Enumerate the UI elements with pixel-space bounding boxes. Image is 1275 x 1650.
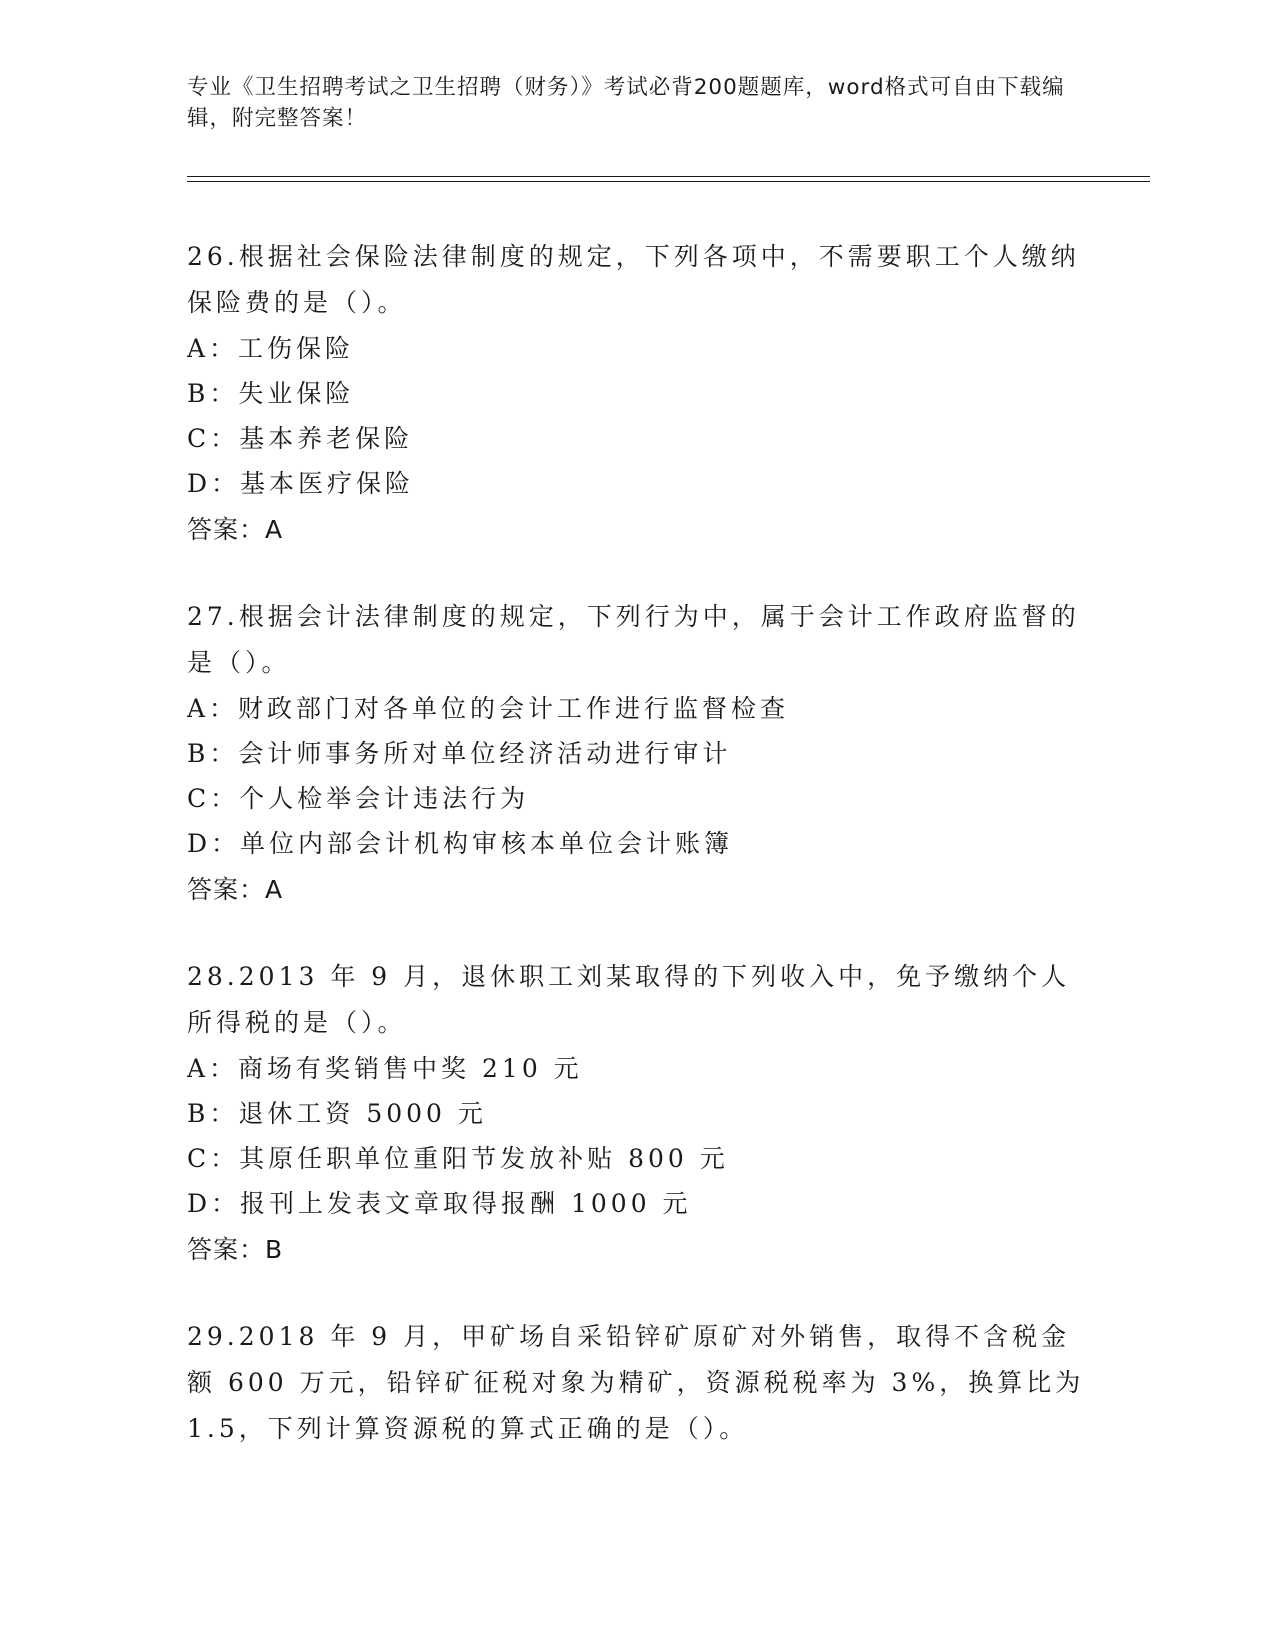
question-stem: 29.2018 年 9 月，甲矿场自采铅锌矿原矿对外销售，取得不含税金额 600 万元，铅锌矿征税对象为精矿，资源税税率为 3%，换算比为 1.5，下列计算资源税的算式正确的是（）。 [187, 1322, 1085, 1443]
question-stem: 26.根据社会保险法律制度的规定，下列各项中，不需要职工个人缴纳保险费的是（）。 [187, 242, 1080, 317]
option-a: A：财政部门对各单位的会计工作进行监督检查 [187, 694, 790, 723]
answer-line: 答案：A [187, 515, 284, 544]
question-27 [187, 594, 1087, 914]
option-d: D：单位内部会计机构审核本单位会计账簿 [187, 829, 734, 858]
answer-line: 答案：A [187, 875, 284, 904]
option-a: A：商场有奖销售中奖 210 元 [187, 1054, 583, 1083]
document-header [187, 72, 1087, 134]
option-b: B：退休工资 5000 元 [187, 1099, 487, 1128]
header-divider-bottom [187, 181, 1150, 182]
option-b: B：会计师事务所对单位经济活动进行审计 [187, 739, 732, 768]
question-29 [187, 1314, 1087, 1452]
header-text: 专业《卫生招聘考试之卫生招聘（财务）》考试必背200题题库，word格式可自由下载编辑，附完整答案！ [187, 75, 1065, 131]
option-c: C：基本养老保险 [187, 424, 414, 453]
option-c: C：个人检举会计违法行为 [187, 784, 530, 813]
question-list [187, 234, 1087, 1492]
option-d: D：基本医疗保险 [187, 469, 415, 498]
answer-line: 答案：B [187, 1235, 284, 1264]
option-c: C：其原任职单位重阳节发放补贴 800 元 [187, 1144, 729, 1173]
question-26 [187, 234, 1087, 554]
option-b: B：失业保险 [187, 379, 355, 408]
option-a: A：工伤保险 [187, 334, 355, 363]
option-d: D：报刊上发表文章取得报酬 1000 元 [187, 1189, 692, 1218]
question-stem: 28.2013 年 9 月，退休职工刘某取得的下列收入中，免予缴纳个人所得税的是（）。 [187, 962, 1071, 1037]
question-stem: 27.根据会计法律制度的规定，下列行为中，属于会计工作政府监督的是（）。 [187, 602, 1080, 677]
header-divider-top [187, 176, 1150, 177]
question-28 [187, 954, 1087, 1274]
